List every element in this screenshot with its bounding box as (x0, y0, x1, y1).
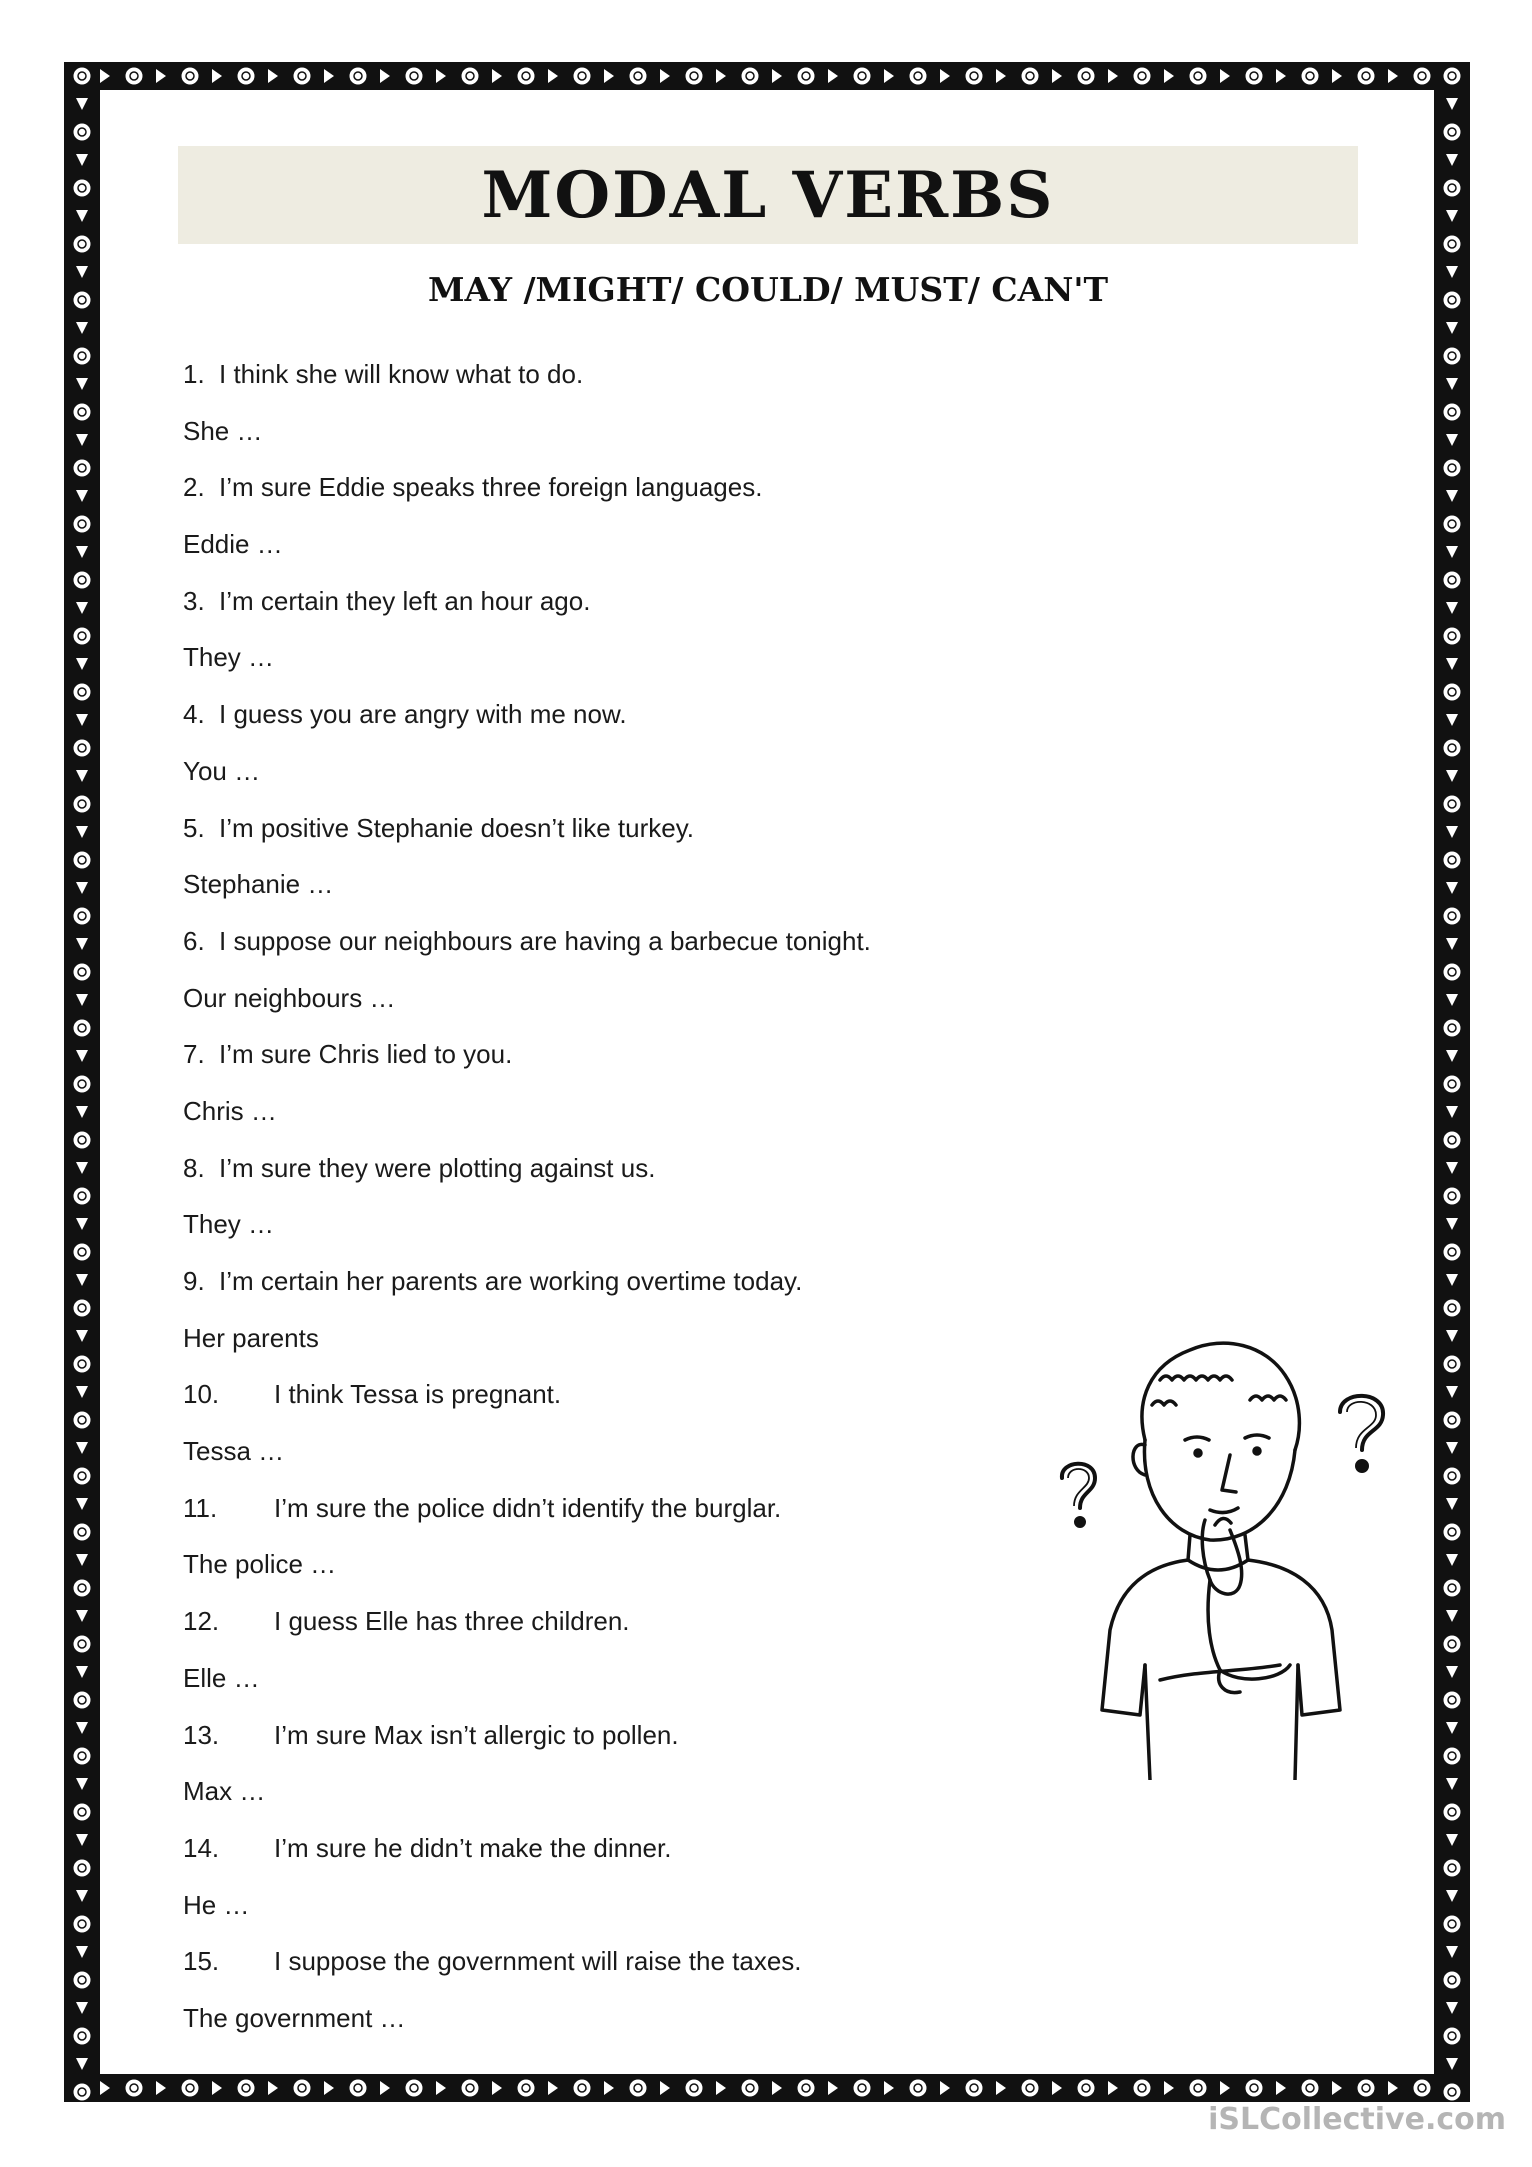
exercise-item (183, 346, 1083, 459)
exercise-item (183, 1707, 1083, 1820)
exercise-prompt (183, 800, 1083, 857)
exercise-prompt (183, 1707, 1083, 1764)
exercise-prompt (183, 1933, 1083, 1990)
exercise-number: 3. (183, 585, 205, 616)
exercise-item (183, 573, 1083, 686)
exercise-item (183, 1933, 1083, 2046)
exercise-number: 6. (183, 925, 205, 956)
exercise-prompt (183, 459, 1083, 516)
exercise-prompt-text: I’m sure he didn’t make the dinner. (274, 1832, 672, 1863)
exercise-answer-start: Our neighbours … (183, 982, 396, 1013)
exercise-number: 12. (183, 1606, 220, 1637)
exercise-prompt (183, 1253, 1083, 1310)
exercise-item (183, 1820, 1083, 1933)
exercise-answer-start: He … (183, 1889, 250, 1920)
exercise-prompt-text: I guess Elle has three children. (274, 1606, 630, 1637)
exercise-item (183, 686, 1083, 799)
exercise-prompt-text: I’m certain they left an hour ago. (219, 585, 591, 616)
exercise-answer-start: Elle … (183, 1662, 260, 1693)
exercise-answer-start: Her parents (183, 1322, 319, 1353)
exercise-item (183, 1253, 1083, 1366)
exercise-item (183, 1140, 1083, 1253)
exercise-item (183, 459, 1083, 572)
border-top (64, 62, 1470, 90)
exercise-answer-start: Stephanie … (183, 869, 334, 900)
exercise-number: 15. (183, 1946, 220, 1977)
exercise-answer-start: They … (183, 642, 275, 673)
exercise-answer-start: Eddie … (183, 529, 283, 560)
exercise-number: 9. (183, 1266, 205, 1296)
exercise-prompt-text: I’m sure Max isn’t allergic to pollen. (274, 1719, 679, 1750)
exercise-prompt-text: I’m certain her parents are working overtime today. (219, 1266, 803, 1296)
exercise-number: 8. (183, 1152, 205, 1183)
border-bottom (64, 2074, 1470, 2102)
exercise-prompt (183, 573, 1083, 630)
exercise-item (183, 1366, 1083, 1479)
exercise-number: 2. (183, 472, 205, 503)
exercise-prompt-text: I think she will know what to do. (219, 359, 584, 389)
exercise-item (183, 1026, 1083, 1139)
exercise-prompt-text: I think Tessa is pregnant. (274, 1379, 562, 1410)
title-banner (178, 146, 1358, 244)
exercise-number: 1. (183, 359, 205, 389)
exercise-answer-start: Chris … (183, 1095, 277, 1126)
exercise-prompt (183, 1593, 1083, 1650)
exercise-prompt (183, 1140, 1083, 1197)
exercise-prompt (183, 1820, 1083, 1877)
exercise-item (183, 1593, 1083, 1706)
exercise-answer-start: The police … (183, 1549, 337, 1580)
exercise-number: 13. (183, 1719, 220, 1750)
exercise-answer-start: You … (183, 755, 261, 786)
exercise-list (183, 346, 1083, 2047)
exercise-prompt-text: I’m sure they were plotting against us. (219, 1152, 656, 1183)
exercise-prompt-text: I’m sure Chris lied to you. (219, 1039, 513, 1070)
exercise-answer-start: She … (183, 415, 263, 446)
border-left (64, 62, 100, 2102)
exercise-item (183, 913, 1083, 1026)
exercise-number: 5. (183, 812, 205, 843)
exercise-number: 11. (183, 1492, 218, 1523)
exercise-prompt (183, 346, 1083, 403)
exercise-prompt-text: I suppose our neighbours are having a barbecue tonight. (219, 925, 871, 956)
exercise-number: 4. (183, 699, 205, 730)
page-subtitle: MAY /MIGHT/ COULD/ MUST/ CAN'T (427, 270, 1109, 309)
border-right (1434, 62, 1470, 2102)
page-title: MODAL VERBS (481, 157, 1055, 233)
exercise-number: 14. (183, 1832, 220, 1863)
exercise-answer-start: The government … (183, 2002, 406, 2033)
exercise-item (183, 1480, 1083, 1593)
exercise-answer-start: Max … (183, 1776, 266, 1807)
exercise-prompt-text: I guess you are angry with me now. (219, 699, 627, 730)
exercise-prompt-text: I suppose the government will raise the taxes. (274, 1946, 802, 1977)
exercise-answer-start: Tessa … (183, 1436, 285, 1467)
exercise-number: 7. (183, 1039, 205, 1070)
watermark: iSLCollective.com (1208, 2102, 1506, 2137)
exercise-prompt (183, 913, 1083, 970)
thinking-boy-icon (1040, 1320, 1400, 1780)
exercise-prompt (183, 1366, 1083, 1423)
exercise-prompt-text: I’m sure the police didn’t identify the burglar. (274, 1492, 782, 1523)
exercise-item (183, 800, 1083, 913)
exercise-prompt-text: I’m positive Stephanie doesn’t like turkey. (219, 812, 694, 843)
exercise-number: 10. (183, 1379, 220, 1410)
exercise-prompt (183, 686, 1083, 743)
exercise-prompt (183, 1480, 1083, 1537)
exercise-prompt (183, 1026, 1083, 1083)
exercise-answer-start: They … (183, 1209, 275, 1240)
exercise-prompt-text: I’m sure Eddie speaks three foreign languages. (219, 472, 763, 503)
